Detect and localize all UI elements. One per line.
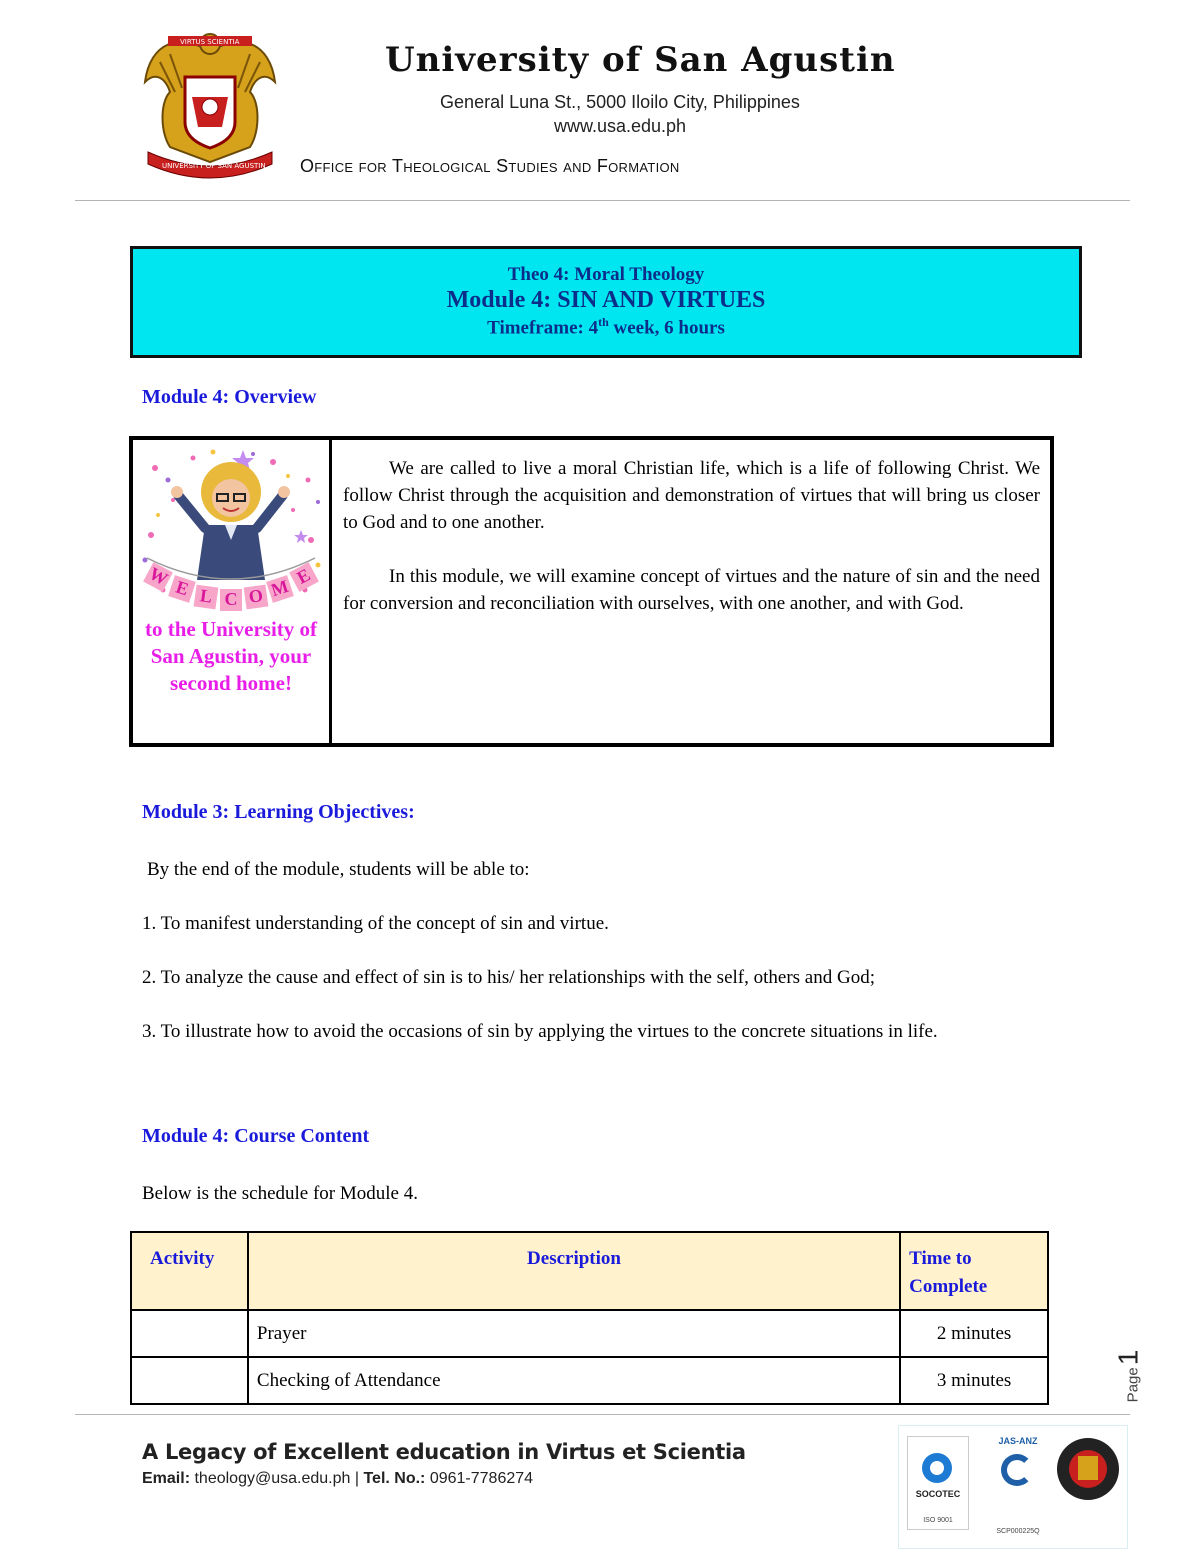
module-title-box bbox=[130, 246, 1082, 358]
overview-text bbox=[343, 455, 1040, 644]
activity-cell bbox=[131, 1357, 248, 1404]
page-digit: 1 bbox=[1112, 1349, 1144, 1366]
banner-letter: E bbox=[289, 562, 319, 592]
university-seal-small-icon bbox=[1057, 1438, 1119, 1500]
module-title: Module 4: SIN AND VIRTUES bbox=[446, 287, 766, 313]
address: General Luna St., 5000 Iloilo City, Philippines bbox=[440, 92, 800, 112]
overview-table bbox=[129, 436, 1054, 747]
objective-item: 3. To illustrate how to avoid the occasions of sin by applying the virtues to the concrete situations in life. bbox=[142, 1021, 938, 1042]
description-cell: Prayer bbox=[248, 1310, 900, 1357]
banner-letter: W bbox=[143, 562, 173, 592]
course-content-heading: Module 4: Course Content bbox=[142, 1125, 370, 1147]
schedule-table bbox=[130, 1231, 1049, 1405]
banner-letter: O bbox=[244, 585, 269, 610]
time-cell: 2 minutes bbox=[900, 1310, 1048, 1357]
phone-number: 0961-7786274 bbox=[429, 1470, 534, 1487]
course-title: Theo 4: Moral Theology bbox=[507, 264, 705, 285]
university-name: University of San Agustin bbox=[385, 40, 896, 80]
website: www.usa.edu.ph bbox=[553, 116, 687, 136]
university-seal-logo bbox=[140, 22, 280, 182]
overview-heading: Module 4: Overview bbox=[142, 386, 317, 408]
activity-cell bbox=[131, 1310, 248, 1357]
table-header-row bbox=[131, 1232, 1048, 1310]
footer-tagline: A Legacy of Excellent education in Virtus et Scientia bbox=[142, 1440, 746, 1464]
footer-contact: Email: theology@usa.edu.ph | Tel. No.: 0961-7786274 bbox=[142, 1470, 534, 1487]
socotec-badge: SOCOTEC ISO 9001 bbox=[907, 1436, 969, 1530]
footer-divider bbox=[75, 1414, 1130, 1415]
jas-anz-badge: JAS-ANZ SCP000225Q bbox=[996, 1436, 1040, 1535]
header-divider bbox=[75, 200, 1130, 201]
objectives-intro: By the end of the module, students will be able to: bbox=[147, 859, 530, 880]
welcome-caption: to the University of San Agustin, your second home! bbox=[144, 617, 318, 695]
page-number bbox=[1112, 1340, 1162, 1410]
overview-paragraph: We are called to live a moral Christian life, which is a life of following Christ. We follow Christ through the acquisition and demonstration of virtues that will bring us closer to God and to one another. bbox=[343, 458, 1040, 533]
table-row bbox=[131, 1310, 1048, 1357]
banner-letter: M bbox=[266, 575, 294, 603]
seal-ribbon: UNIVERSITY OF SAN AGUSTIN bbox=[162, 162, 266, 170]
description-cell: Checking of Attendance bbox=[248, 1357, 900, 1404]
objective-item: 1. To manifest understanding of the concept of sin and virtue. bbox=[142, 913, 609, 934]
time-cell: 3 minutes bbox=[900, 1357, 1048, 1404]
seal-motto: VIRTUS SCIENTIA bbox=[180, 38, 240, 46]
welcome-banner bbox=[145, 558, 317, 618]
email-link[interactable]: theology@usa.edu.ph bbox=[194, 1470, 351, 1487]
column-header-description: Description bbox=[248, 1232, 900, 1310]
timeframe: Timeframe: 4th week, 6 hours bbox=[487, 315, 725, 339]
table-row bbox=[131, 1357, 1048, 1404]
column-header-activity: Activity bbox=[131, 1232, 248, 1310]
banner-letter: L bbox=[194, 585, 219, 610]
office-name: Office for Theological Studies and Formation bbox=[300, 156, 680, 176]
overview-paragraph: In this module, we will examine concept of virtues and the nature of sin and the need for conversion and reconciliation with ourselves, with one another, and with God. bbox=[343, 566, 1040, 614]
page-label: Page bbox=[1124, 1367, 1142, 1403]
certification-badges bbox=[898, 1425, 1128, 1549]
banner-letter: C bbox=[220, 589, 242, 611]
university-address-block bbox=[400, 90, 840, 138]
column-header-time: Time to Complete bbox=[900, 1232, 1048, 1310]
objective-item: 2. To analyze the cause and effect of sin is to his/ her relationships with the self, others and God; bbox=[142, 967, 875, 988]
welcome-cell bbox=[133, 440, 332, 743]
course-content-intro: Below is the schedule for Module 4. bbox=[142, 1183, 418, 1204]
objectives-heading: Module 3: Learning Objectives: bbox=[142, 801, 415, 823]
banner-letter: E bbox=[168, 575, 196, 603]
